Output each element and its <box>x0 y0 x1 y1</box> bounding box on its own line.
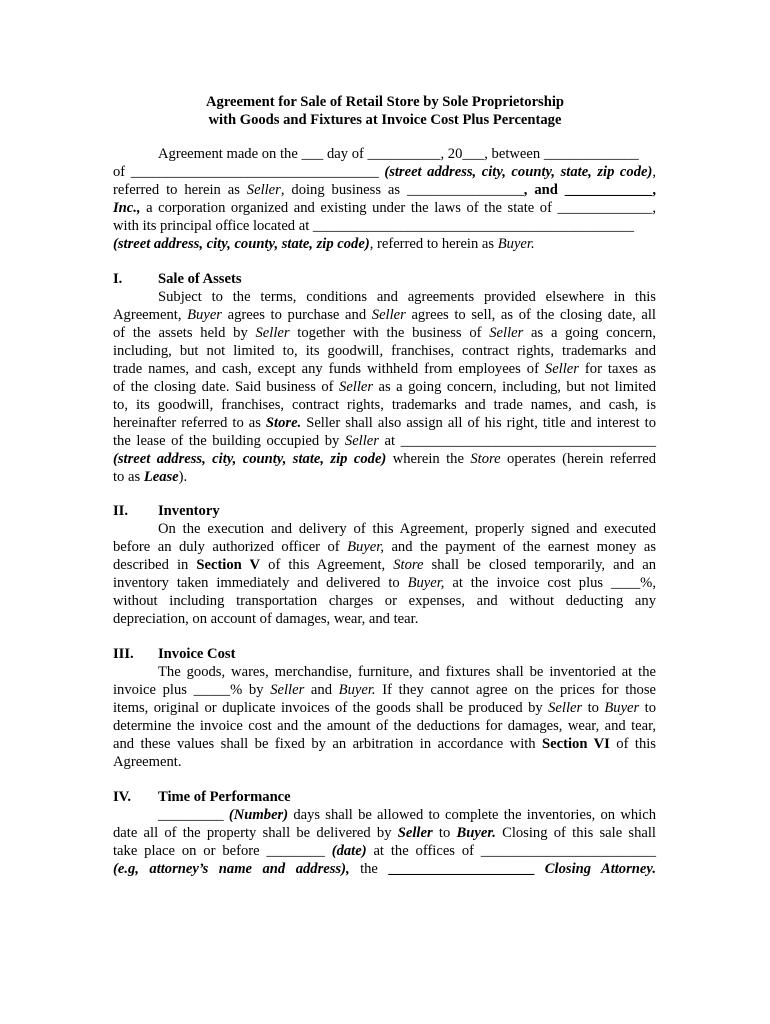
section-heading: Inventory <box>158 503 220 519</box>
intro-line: of __________________________________ (street address, city, county, state, zip code), <box>113 164 656 180</box>
paragraph-line: without including transportation charges or expenses, and without deducting any <box>113 593 656 609</box>
paragraph-line: date all of the property shall be delivered by Seller to Buyer. Closing of this sale shall <box>113 825 656 841</box>
paragraph-line: the lease of the building occupied by Seller at ___________________________________ <box>113 433 656 449</box>
paragraph-line: (e.g, attorney’s name and address), the ____________________ Closing Attorney. <box>113 861 656 877</box>
paragraph-line: of the assets held by Seller together with the business of Seller as a going concern, <box>113 325 656 341</box>
intro-line: referred to herein as Seller, doing business as ________________, and ____________, <box>113 182 656 198</box>
section-number: II. <box>113 503 129 519</box>
section-heading: Invoice Cost <box>158 646 236 662</box>
paragraph-line: inventory taken immediately and delivered to Buyer, at the invoice cost plus ____%, <box>113 575 656 591</box>
paragraph-line: depreciation, on account of damages, wear, and tear. <box>113 611 419 627</box>
section-number: III. <box>113 646 134 662</box>
paragraph-line: described in Section V of this Agreement, Store shall be closed temporarily, and an <box>113 557 657 573</box>
document-title-line-1: Agreement for Sale of Retail Store by Sole Proprietorship <box>205 94 565 110</box>
paragraph-line: items, original or duplicate invoices of the goods shall be produced by Seller to Buyer to <box>113 700 656 716</box>
paragraph-line: hereinafter referred to as Store. Seller shall also assign all of his right, title and interest to <box>113 415 656 431</box>
paragraph-line: Subject to the terms, conditions and agreements provided elsewhere in this <box>158 289 656 305</box>
intro-line: Inc., a corporation organized and existing under the laws of the state of _____________, <box>113 200 656 216</box>
paragraph-line: invoice plus _____% by Seller and Buyer. If they cannot agree on the prices for those <box>113 682 657 698</box>
intro-line: (street address, city, county, state, zip code), referred to herein as Buyer. <box>113 236 535 252</box>
paragraph-line: The goods, wares, merchandise, furniture, and fixtures shall be inventoried at the <box>158 664 656 680</box>
paragraph-line: On the execution and delivery of this Agreement, properly signed and executed <box>158 521 656 537</box>
paragraph-line: including, but not limited to, its goodwill, franchises, contract rights, trademarks and <box>113 343 656 359</box>
paragraph-line: determine the invoice cost and the amount of the deductions for damages, wear, and tear, <box>113 718 656 734</box>
intro-line: with its principal office located at ____________________________________________ <box>113 218 634 234</box>
paragraph-line: trade names, and cash, except any funds withheld from employees of Seller for taxes as <box>113 361 656 377</box>
paragraph-line: to as Lease). <box>113 469 188 485</box>
section-number: I. <box>113 271 123 287</box>
paragraph-line: to, its goodwill, franchises, contract rights, trademarks and trade names, and cash, is <box>113 397 656 413</box>
paragraph-line: _________ (Number) days shall be allowed to complete the inventories, on which <box>158 807 656 823</box>
section-number: IV. <box>113 789 131 805</box>
document-title-line-2: with Goods and Fixtures at Invoice Cost Plus Percentage <box>208 112 562 128</box>
paragraph-line: Agreement. <box>113 754 182 770</box>
paragraph-line: Agreement, Buyer agrees to purchase and Seller agrees to sell, as of the closing date, all <box>113 307 656 323</box>
paragraph-line: take place on or before ________ (date) at the offices of ________________________ <box>113 843 657 859</box>
section-heading: Time of Performance <box>158 789 291 805</box>
paragraph-line: and these values shall be fixed by an arbitration in accordance with Section VI of this <box>113 736 656 752</box>
paragraph-line: of the closing date. Said business of Seller as a going concern, including, but not limited <box>113 379 657 395</box>
section-heading: Sale of Assets <box>158 271 242 287</box>
paragraph-line: (street address, city, county, state, zip code) wherein the Store operates (herein referred <box>113 451 656 467</box>
intro-line: Agreement made on the ___ day of __________, 20___, between _____________ <box>158 146 639 162</box>
paragraph-line: before an duly authorized officer of Buyer, and the payment of the earnest money as <box>113 539 656 555</box>
